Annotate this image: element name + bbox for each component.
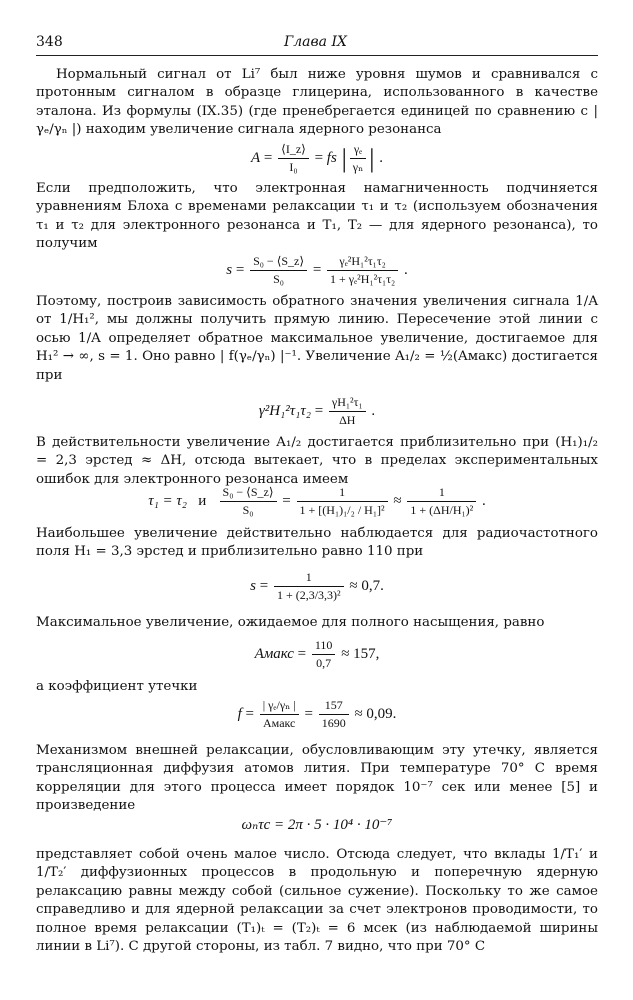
- f4-fraction-3: [407, 485, 476, 518]
- f2-num2: γₑ²H₁²τ₁τ₂: [327, 254, 398, 271]
- f4-num3: 1: [407, 485, 476, 502]
- f2-fraction-1: [250, 254, 307, 287]
- formula-s-value: s = $\frac{1}{\text{1 + (2,3/3,3)²}}$ ≈ 0,7.: [250, 570, 384, 602]
- f5-val: 0,7: [361, 577, 381, 594]
- f1-lhs: A: [251, 149, 261, 166]
- formula-half-enhancement: γ²H₁²τ₁τ₂ = $\frac{\text{γH₁²τ₁}}{\Delta H}$ .: [258, 395, 376, 427]
- paragraph-4-text: В действительности увеличение A₁/₂ достигается приблизительно при (H₁)₁/₂ = 2,3 эрстед ≈ ΔH, отсюда вытекает, что в пределах экспериментальных ошибок для электронного резонанса имеем: [36, 435, 598, 487]
- paragraph-8: [36, 742, 598, 816]
- f5-lhs: s: [250, 577, 256, 594]
- paragraph-7-text: а коэффициент утечки: [36, 679, 198, 694]
- f7-den2: 1690: [321, 716, 346, 730]
- formula-enhancement: A = $\frac{⟨I\_z⟩}{\text{I₀}}$ = fs | $\frac{\text{γₑ}}{\text{γₙ}}$ | .: [251, 142, 383, 174]
- f1-abs-bar-right: |: [369, 143, 375, 173]
- f4-and: и: [198, 492, 207, 509]
- paragraph-7: [36, 678, 598, 696]
- f7-val: 0,09: [366, 705, 393, 722]
- f2-lhs: s: [226, 261, 233, 278]
- paragraph-2-text: Если предположить, что электронная намагниченность подчиняется уравнениям Блоха с временами релаксации τ₁ и τ₂ (используем обозначения τ₁ и τ₂ для электронного резонанса и T₁, T₂ — для ядерного резонанса), то получим: [36, 181, 598, 252]
- f1-mid: fs: [326, 149, 337, 166]
- f4-num2: 1: [297, 485, 388, 502]
- f4-fraction-2: [297, 485, 388, 518]
- f6-num: 110: [312, 638, 336, 655]
- paragraph-9: [36, 846, 598, 956]
- chapter-title: Глава IX: [284, 34, 347, 50]
- f2-den2: 1 + γₑ²H₁²τ₁τ₂: [330, 272, 396, 286]
- f3-fraction: [329, 395, 366, 428]
- f1-gden: γₙ: [352, 160, 364, 174]
- f7-num2: 157: [319, 698, 349, 715]
- f1-gamma-fraction: [350, 142, 367, 175]
- f7-lhs: f: [237, 705, 242, 722]
- formula-omega-tau: [36, 815, 598, 834]
- f7-den: Aмакс: [263, 716, 296, 730]
- f4-den3: 1 + (ΔH/H₁)²: [410, 503, 474, 517]
- formula-saturation: s = $\frac{\text{S₀ − ⟨S\_z⟩}}{\text{S₀}}$ = $\frac{\text{γₑ²H₁²τ₁τ₂}}{\text{1 + γₑ²H₁²τ₁τ₂}}$ .: [226, 254, 408, 286]
- paragraph-2: [36, 180, 598, 254]
- paragraph-1: [36, 66, 598, 140]
- f3-num: γH₁²τ₁: [329, 395, 366, 412]
- paragraph-6: [36, 614, 598, 632]
- paragraph-6-text: Максимальное увеличение, ожидаемое для полного насыщения, равно: [36, 615, 545, 630]
- paragraph-4: [36, 434, 598, 489]
- formula-a-max: Aмакс = $\frac{110}{0,7}$ ≈ 157,: [254, 638, 380, 670]
- f4-left: τ₁ = τ₂: [148, 492, 188, 509]
- f1-den: I₀: [289, 160, 298, 174]
- formula-tau: τ₁ = τ₂ и $\frac{\text{S₀ − ⟨S\_z⟩}}{\text{S₀}}$ = $\frac{1}{\text{1 + [(H₁)₁/₂ / H₁]²}}$ ≈ $\frac{1}{\text{1 + (ΔH/H₁)²}}$ .: [148, 485, 486, 517]
- f7-fraction-2: [319, 698, 349, 731]
- f1-fraction: [278, 142, 309, 175]
- formula-leakage: f = $\frac{\text{| γₑ/γₙ |}}{\text{Aмакс}}$ = $\frac{157}{1690}$ ≈ 0,09.: [237, 698, 397, 730]
- paragraph-5: [36, 525, 598, 562]
- paragraph-8-text: Механизмом внешней релаксации, обусловливающим эту утечку, является трансляционная диффузия атомов лития. При температуре 70° C время корреляции для этого процесса имеет порядок 10⁻⁷ сек или менее [5] и произведение: [36, 743, 598, 814]
- f1-num: ⟨I_z⟩: [278, 142, 309, 159]
- f6-val: 157: [353, 645, 376, 662]
- header-rule: [36, 55, 598, 56]
- f4-fraction-1: [220, 485, 277, 518]
- paragraph-5-text: Наибольшее увеличение действительно наблюдается для радиочастотного поля H₁ = 3,3 эрстед и приблизительно равно 110 при: [36, 526, 598, 560]
- page-number: 348: [36, 34, 63, 50]
- paragraph-3-text: Поэтому, построив зависимость обратного значения увеличения сигнала 1/A от 1/H₁², мы должны получить прямую линию. Пересечение этой линии с осью 1/A определяет обратное максимальное увеличение, достигаемое для H₁² → ∞, s = 1. Оно равно | f(γₑ/γₙ) |⁻¹. Увеличение A₁/₂ = ½(Aмакс) достигается при: [36, 294, 598, 383]
- f4-den2: 1 + [(H₁)₁/₂ / H₁]²: [299, 503, 385, 517]
- f2-den1: S₀: [273, 272, 284, 286]
- paragraph-3: [36, 293, 598, 385]
- f5-den: 1 + (2,3/3,3)²: [276, 588, 341, 602]
- f4-num1: S₀ − ⟨S_z⟩: [220, 485, 277, 502]
- f1-gnum: γₑ: [350, 142, 367, 159]
- f4-den1: S₀: [242, 503, 254, 517]
- paragraph-9-text: представляет собой очень малое число. Отсюда следует, что вклады 1/T₁′ и 1/T₂′ диффузионных процессов в продольную и поперечную ядерную релаксацию равны между собой (сильное сужение). Поскольку то же самое справедливо и для ядерной релаксации за счет электронов проводимости, то полное время релаксации (T₁)ₜ = (T₂)ₜ = 6 мсек (из наблюдаемой ширины линии в Li⁷). С другой стороны, из табл. 7 видно, что при 70° C: [36, 847, 598, 955]
- f2-num1: S₀ − ⟨S_z⟩: [250, 254, 307, 271]
- f6-den: 0,7: [316, 656, 332, 670]
- f6-lhs: Aмакс: [254, 645, 294, 662]
- f6-fraction: [312, 638, 336, 671]
- paragraph-1-text: Нормальный сигнал от Li⁷ был ниже уровня шумов и сравнивался с протонным сигналом в образце глицерина, использованного в качестве эталона. Из формулы (IX.35) (где пренебрегается единицей по сравнению с | γₑ/γₙ |) находим увеличение сигнала ядерного резонанса: [36, 67, 598, 138]
- f7-num: | γₑ/γₙ |: [260, 698, 299, 715]
- f3-den: ΔH: [339, 413, 356, 427]
- f7-fraction-1: [260, 698, 299, 731]
- f5-num: 1: [274, 570, 344, 587]
- f2-fraction-2: [327, 254, 398, 287]
- f1-abs-bar-left: |: [341, 143, 347, 173]
- f3-lhs: γ²H₁²τ₁τ₂: [258, 402, 311, 419]
- f8-expr: ωₙτc = 2π · 5 · 10⁴ · 10⁻⁷: [241, 817, 393, 833]
- f5-fraction: [274, 570, 344, 603]
